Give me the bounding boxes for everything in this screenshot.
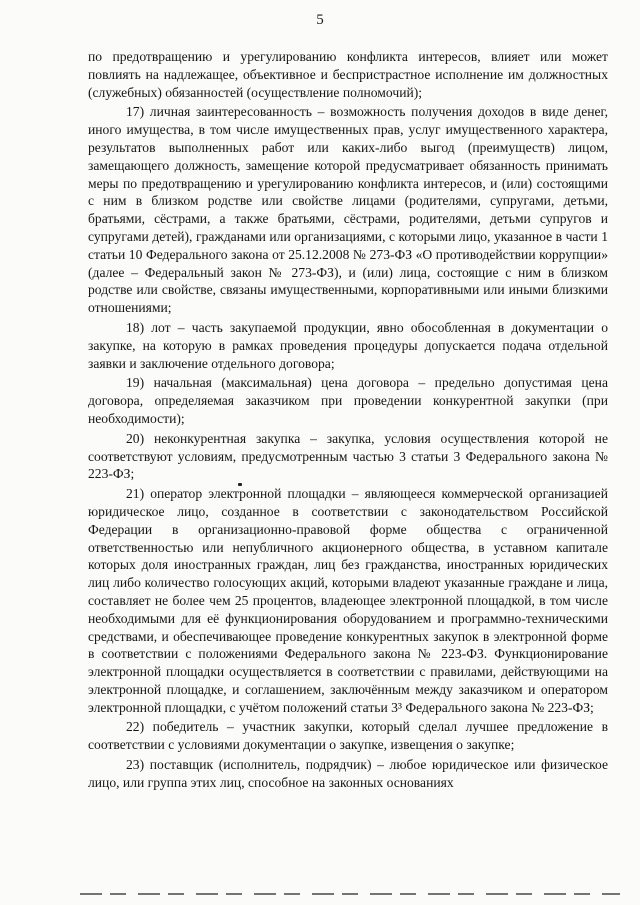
- scan-speck: [238, 483, 242, 486]
- paragraph-item-20: 20) неконкурентная закупка – закупка, условия осуществления которой не соответствуют условиям, предусмотренным частью 3 статьи 3 Федерального закона № 223-ФЗ;: [88, 430, 608, 482]
- paragraph-item-21: 21) оператор электронной площадки – являющееся коммерческой организацией юридическое лицо, созданное в соответствии с законодательством Российской Федерации в организационно-правовой форме общества с ограниченной ответственностью или непубличного акционерного общества, в уставном капитале которых доля иностранных граждан, лиц без гражданства, иностранных юридических лиц либо количество голосующих акций, которыми владеют указанные граждане и лица, составляет не более чем 25 процентов, владеющее электронной площадкой, в том числе необходимыми для её функционирования оборудованием и программно-техническими средствами, и обеспечивающее проведение конкурентных закупок в электронной форме в соответствии с положениями Федерального закона № 223-ФЗ. Функционирование электронной площадки осуществляется в соответствии с правилами, действующими на электронной площадке, и соглашением, заключённым между заказчиком и оператором электронной площадки, с учётом положений статьи 3³ Федерального закона № 223-ФЗ;: [88, 486, 608, 715]
- paragraph-item-23: 23) поставщик (исполнитель, подрядчик) – любое юридическое или физическое лицо, или группа этих лиц, способное на законных основаниях: [88, 757, 608, 790]
- document-body: [88, 48, 608, 794]
- paragraph-item-19: 19) начальная (максимальная) цена договора – предельно допустимая цена договора, определяемая заказчиком при проведении конкурентной закупки (при необходимости);: [88, 375, 608, 426]
- paragraph-item-17: 17) личная заинтересованность – возможность получения доходов в виде денег, иного имущества, в том числе имущественных прав, услуг имущественного характера, результатов выполненных работ или каких-либо выгод (преимуществ) лицом, замещающего должность, замещение которой предусматривает обязанность принимать меры по предотвращению и урегулированию конфликта интересов, и (или) состоящими с ним в близком родстве или свойстве лицами (родителями, супругами, детьми, братьями, сёстрами, а также братьями, сёстрами, родителями, детьми супругов и супругами детей), гражданами или организациями, с которыми лицо, указанное в части 1 статьи 10 Федерального закона от 25.12.2008 № 273-ФЗ «О противодействии коррупции» (далее – Федеральный закон № 273-ФЗ), и (или) лица, состоящие с ним в близком родстве или свойстве, связаны имущественными, корпоративными или иными близкими отношениями;: [88, 104, 608, 316]
- paragraph-continuation: по предотвращению и урегулированию конфликта интересов, влияет или может повлиять на надлежащее, объективное и беспристрастное исполнение им должностных (служебных) обязанностей (осуществление полномочий);: [88, 49, 608, 100]
- paragraph-item-22: 22) победитель – участник закупки, который сделал лучшее предложение в соответствии с условиями документации о закупке, извещения о закупке;: [88, 719, 608, 753]
- page-number: 5: [316, 12, 324, 28]
- paragraph-item-18: 18) лот – часть закупаемой продукции, явно обособленная в документации о закупке, на которую в рамках проведения процедуры допускается подача отдельной заявки и заключение отдельного договора;: [88, 319, 608, 371]
- scan-bottom-edge-artifact: [80, 893, 620, 895]
